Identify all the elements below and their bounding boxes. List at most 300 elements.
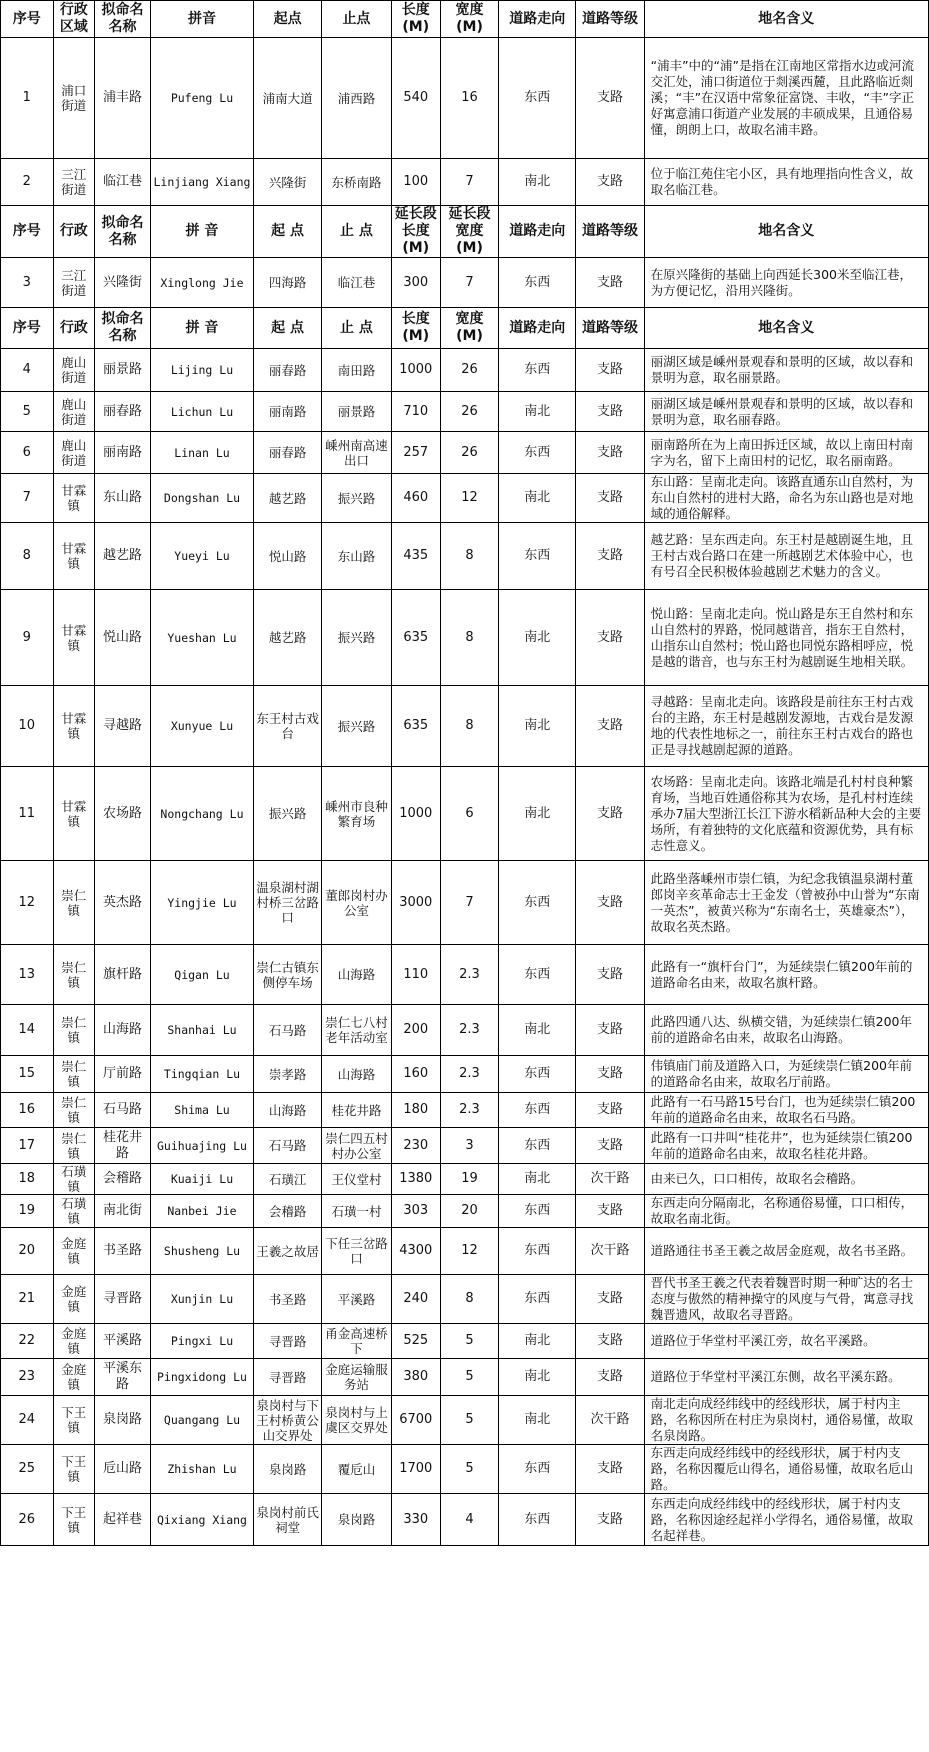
cell-length: 303 (391, 1195, 440, 1228)
cell-end: 董郎岗村办公室 (322, 861, 391, 945)
header-start: 起点 (253, 1, 321, 38)
header-direction: 道路走向 (499, 1, 576, 38)
table-body (1, 1, 929, 1546)
cell-length: 540 (391, 38, 440, 159)
table-row (1, 1494, 929, 1546)
cell-grade: 支路 (576, 1128, 644, 1164)
cell-meaning: 东西走向分隔南北，名称通俗易懂，口口相传，故取名南北街。 (644, 1195, 928, 1228)
cell-grade: 支路 (576, 1359, 644, 1396)
cell-region: 崇仁镇 (53, 1005, 94, 1056)
cell-direction: 东西 (499, 38, 576, 159)
cell-width: 26 (440, 349, 498, 392)
cell-meaning: 此路有一“旗杆台门”，为延续崇仁镇200年前的道路命名由来，故取名旗杆路。 (644, 945, 928, 1005)
cell-direction: 东西 (499, 1056, 576, 1093)
cell-width: 3 (440, 1128, 498, 1164)
header-end: 止 点 (322, 206, 391, 258)
cell-length: 6700 (391, 1396, 440, 1445)
cell-start: 兴隆街 (253, 159, 321, 206)
cell-seq: 15 (1, 1056, 54, 1093)
cell-pinyin: Lijing Lu (150, 349, 253, 392)
cell-direction: 南北 (499, 1005, 576, 1056)
cell-start: 石马路 (253, 1128, 321, 1164)
header-row (1, 308, 929, 349)
cell-direction: 东西 (499, 945, 576, 1005)
cell-start: 丽南路 (253, 392, 321, 432)
cell-end: 临江巷 (322, 258, 391, 308)
cell-region: 金庭镇 (53, 1359, 94, 1396)
header-ext-width: 延长段宽度(M) (440, 206, 498, 258)
cell-grade: 支路 (576, 432, 644, 474)
cell-length: 300 (391, 258, 440, 308)
cell-direction: 东西 (499, 1494, 576, 1546)
cell-start: 悦山路 (253, 523, 321, 590)
header-end: 止 点 (322, 308, 391, 349)
cell-direction: 东西 (499, 861, 576, 945)
cell-end: 金庭运输服务站 (322, 1359, 391, 1396)
table-row (1, 945, 929, 1005)
cell-grade: 支路 (576, 767, 644, 861)
cell-seq: 19 (1, 1195, 54, 1228)
cell-grade: 支路 (576, 686, 644, 767)
cell-length: 257 (391, 432, 440, 474)
header-start: 起 点 (253, 206, 321, 258)
cell-pinyin: Nongchang Lu (150, 767, 253, 861)
cell-pinyin: Pingxi Lu (150, 1324, 253, 1359)
cell-pinyin: Linjiang Xiang (150, 159, 253, 206)
cell-name: 英杰路 (95, 861, 151, 945)
cell-region: 甘霖镇 (53, 767, 94, 861)
cell-direction: 南北 (499, 686, 576, 767)
cell-seq: 12 (1, 861, 54, 945)
cell-end: 嵊州市良种繁育场 (322, 767, 391, 861)
cell-seq: 6 (1, 432, 54, 474)
cell-width: 19 (440, 1164, 498, 1195)
cell-pinyin: Xunjin Lu (150, 1275, 253, 1324)
table-row (1, 1056, 929, 1093)
cell-region: 甘霖镇 (53, 523, 94, 590)
cell-meaning: 此路坐落嵊州市崇仁镇，为纪念我镇温泉湖村董郎岗辛亥革命志士王金发（曾被孙中山誉为“东南一英杰”，被黄兴称为“东南名士，英雄豪杰”），故取名英杰路。 (644, 861, 928, 945)
cell-width: 7 (440, 159, 498, 206)
cell-width: 5 (440, 1359, 498, 1396)
cell-start: 浦南大道 (253, 38, 321, 159)
cell-seq: 3 (1, 258, 54, 308)
cell-name: 山海路 (95, 1005, 151, 1056)
cell-direction: 东西 (499, 1275, 576, 1324)
cell-width: 6 (440, 767, 498, 861)
cell-width: 8 (440, 590, 498, 686)
cell-grade: 支路 (576, 1195, 644, 1228)
cell-end: 南田路 (322, 349, 391, 392)
cell-grade: 次干路 (576, 1164, 644, 1195)
cell-seq: 4 (1, 349, 54, 392)
cell-end: 崇仁七八村老年活动室 (322, 1005, 391, 1056)
table-row (1, 590, 929, 686)
cell-length: 635 (391, 686, 440, 767)
cell-end: 东桥南路 (322, 159, 391, 206)
cell-end: 甬金高速桥下 (322, 1324, 391, 1359)
cell-meaning: 位于临江苑住宅小区，具有地理指向性含义，故取名临江巷。 (644, 159, 928, 206)
cell-start: 书圣路 (253, 1275, 321, 1324)
header-length: 长度(M) (391, 1, 440, 38)
cell-name: 寻晋路 (95, 1275, 151, 1324)
cell-grade: 次干路 (576, 1396, 644, 1445)
header-seq: 序号 (1, 206, 54, 258)
cell-grade: 支路 (576, 38, 644, 159)
header-grade: 道路等级 (576, 1, 644, 38)
cell-name: 临江巷 (95, 159, 151, 206)
cell-region: 金庭镇 (53, 1324, 94, 1359)
header-region: 行政区域 (53, 1, 94, 38)
cell-pinyin: Nanbei Jie (150, 1195, 253, 1228)
cell-grade: 支路 (576, 258, 644, 308)
cell-meaning: 丽湖区域是嵊州景观春和景明的区域，故以春和景明为意，取名丽景路。 (644, 349, 928, 392)
cell-region: 鹿山街道 (53, 392, 94, 432)
cell-width: 4 (440, 1494, 498, 1546)
cell-meaning: 东山路：呈南北走向。该路直通东山自然村，为东山自然村的进村大路，命名为东山路也是对地域的通俗解释。 (644, 474, 928, 523)
cell-end: 下任三岔路口 (322, 1228, 391, 1275)
cell-pinyin: Qigan Lu (150, 945, 253, 1005)
cell-width: 2.3 (440, 945, 498, 1005)
cell-grade: 支路 (576, 523, 644, 590)
header-region: 行政 (53, 308, 94, 349)
cell-seq: 5 (1, 392, 54, 432)
cell-end: 王仪堂村 (322, 1164, 391, 1195)
cell-width: 26 (440, 392, 498, 432)
cell-end: 东山路 (322, 523, 391, 590)
cell-start: 崇仁古镇东侧停车场 (253, 945, 321, 1005)
cell-end: 振兴路 (322, 686, 391, 767)
cell-region: 甘霖镇 (53, 590, 94, 686)
cell-region: 鹿山街道 (53, 432, 94, 474)
cell-name: 南北街 (95, 1195, 151, 1228)
cell-width: 8 (440, 523, 498, 590)
cell-width: 20 (440, 1195, 498, 1228)
cell-start: 崇孝路 (253, 1056, 321, 1093)
cell-seq: 22 (1, 1324, 54, 1359)
cell-meaning: 此路四通八达、纵横交错，为延续崇仁镇200年前的道路命名由来，故取名山海路。 (644, 1005, 928, 1056)
table-row (1, 767, 929, 861)
table-row (1, 159, 929, 206)
cell-start: 泉岗村与下王村桥黄公山交界处 (253, 1396, 321, 1445)
cell-length: 1000 (391, 349, 440, 392)
cell-length: 635 (391, 590, 440, 686)
cell-length: 3000 (391, 861, 440, 945)
cell-length: 4300 (391, 1228, 440, 1275)
cell-grade: 支路 (576, 1445, 644, 1494)
cell-region: 鹿山街道 (53, 349, 94, 392)
cell-direction: 南北 (499, 1164, 576, 1195)
cell-seq: 18 (1, 1164, 54, 1195)
table-row (1, 686, 929, 767)
cell-end: 覆卮山 (322, 1445, 391, 1494)
cell-grade: 支路 (576, 1093, 644, 1128)
cell-region: 崇仁镇 (53, 1056, 94, 1093)
cell-meaning: 南北走向成经纬线中的经线形状，属于村内主路，名称因所在村庄为泉岗村，通俗易懂，故取名泉岗路。 (644, 1396, 928, 1445)
header-meaning: 地名含义 (644, 206, 928, 258)
cell-pinyin: Shanhai Lu (150, 1005, 253, 1056)
cell-length: 180 (391, 1093, 440, 1128)
cell-name: 书圣路 (95, 1228, 151, 1275)
cell-pinyin: Yueshan Lu (150, 590, 253, 686)
table-row (1, 1359, 929, 1396)
cell-seq: 8 (1, 523, 54, 590)
header-width: 宽度(M) (440, 1, 498, 38)
cell-direction: 东西 (499, 523, 576, 590)
cell-region: 甘霖镇 (53, 474, 94, 523)
cell-grade: 支路 (576, 474, 644, 523)
header-meaning: 地名含义 (644, 1, 928, 38)
cell-start: 四海路 (253, 258, 321, 308)
cell-meaning: 此路有一口井叫“桂花井”，也为延续崇仁镇200年前的道路命名由来，故取名桂花井路。 (644, 1128, 928, 1164)
cell-start: 丽春路 (253, 349, 321, 392)
cell-end: 振兴路 (322, 590, 391, 686)
cell-region: 崇仁镇 (53, 861, 94, 945)
cell-end: 泉岗路 (322, 1494, 391, 1546)
cell-pinyin: Dongshan Lu (150, 474, 253, 523)
cell-start: 泉岗村前氏祠堂 (253, 1494, 321, 1546)
cell-seq: 13 (1, 945, 54, 1005)
cell-seq: 24 (1, 1396, 54, 1445)
cell-seq: 26 (1, 1494, 54, 1546)
cell-region: 三江街道 (53, 159, 94, 206)
cell-start: 丽春路 (253, 432, 321, 474)
cell-region: 崇仁镇 (53, 945, 94, 1005)
cell-meaning: 东西走向成经纬线中的经线形状，属于村内支路，名称因覆卮山得名，通俗易懂，故取名卮山路。 (644, 1445, 928, 1494)
cell-name: 越艺路 (95, 523, 151, 590)
table-row (1, 1275, 929, 1324)
cell-width: 7 (440, 258, 498, 308)
cell-seq: 7 (1, 474, 54, 523)
cell-pinyin: Yueyi Lu (150, 523, 253, 590)
cell-pinyin: Kuaiji Lu (150, 1164, 253, 1195)
cell-width: 12 (440, 1228, 498, 1275)
table-row (1, 38, 929, 159)
cell-meaning: 丽湖区域是嵊州景观春和景明的区域，故以春和景明为意，取名丽春路。 (644, 392, 928, 432)
cell-length: 525 (391, 1324, 440, 1359)
header-length: 长度(M) (391, 308, 440, 349)
cell-name: 丽南路 (95, 432, 151, 474)
cell-end: 山海路 (322, 945, 391, 1005)
cell-start: 温泉湖村湖村桥三岔路口 (253, 861, 321, 945)
cell-pinyin: Pufeng Lu (150, 38, 253, 159)
cell-meaning: 在原兴隆街的基础上向西延长300米至临江巷，为方便记忆，沿用兴隆街。 (644, 258, 928, 308)
cell-direction: 南北 (499, 590, 576, 686)
cell-region: 金庭镇 (53, 1228, 94, 1275)
cell-region: 甘霖镇 (53, 686, 94, 767)
cell-width: 5 (440, 1445, 498, 1494)
header-name: 拟命名名称 (95, 308, 151, 349)
header-pinyin: 拼音 (150, 1, 253, 38)
table-row (1, 349, 929, 392)
cell-name: 丽春路 (95, 392, 151, 432)
header-seq: 序号 (1, 1, 54, 38)
cell-meaning: 东西走向成经纬线中的经线形状，属于村内支路，名称因途经起祥小学得名，通俗易懂，故取名起祥巷。 (644, 1494, 928, 1546)
cell-end: 浦西路 (322, 38, 391, 159)
cell-name: 泉岗路 (95, 1396, 151, 1445)
cell-name: 厅前路 (95, 1056, 151, 1093)
cell-seq: 20 (1, 1228, 54, 1275)
cell-length: 330 (391, 1494, 440, 1546)
cell-region: 崇仁镇 (53, 1128, 94, 1164)
cell-name: 寻越路 (95, 686, 151, 767)
cell-meaning: 晋代书圣王羲之代表着魏晋时期一种旷达的名士态度与傲然的精神操守的风度与气骨，寓意寻找魏晋遗风，故取名寻晋路。 (644, 1275, 928, 1324)
cell-direction: 东西 (499, 1195, 576, 1228)
cell-pinyin: Shima Lu (150, 1093, 253, 1128)
cell-seq: 21 (1, 1275, 54, 1324)
cell-name: 起祥巷 (95, 1494, 151, 1546)
cell-direction: 南北 (499, 1324, 576, 1359)
cell-grade: 支路 (576, 349, 644, 392)
cell-start: 寻晋路 (253, 1324, 321, 1359)
cell-meaning: 道路通往书圣王羲之故居金庭观，故名书圣路。 (644, 1228, 928, 1275)
table-row (1, 1195, 929, 1228)
cell-width: 8 (440, 1275, 498, 1324)
cell-length: 380 (391, 1359, 440, 1396)
cell-pinyin: Xunyue Lu (150, 686, 253, 767)
cell-meaning: 此路有一石马路15号台门，也为延续崇仁镇200年前的道路命名由来，故取名石马路。 (644, 1093, 928, 1128)
table-row (1, 1164, 929, 1195)
cell-end: 振兴路 (322, 474, 391, 523)
cell-width: 2.3 (440, 1056, 498, 1093)
cell-name: 石马路 (95, 1093, 151, 1128)
cell-pinyin: Pingxidong Lu (150, 1359, 253, 1396)
cell-name: 平溪路 (95, 1324, 151, 1359)
cell-width: 26 (440, 432, 498, 474)
header-end: 止点 (322, 1, 391, 38)
table-row (1, 392, 929, 432)
cell-length: 435 (391, 523, 440, 590)
cell-grade: 支路 (576, 590, 644, 686)
cell-start: 越艺路 (253, 474, 321, 523)
table-row (1, 861, 929, 945)
cell-pinyin: Linan Lu (150, 432, 253, 474)
cell-region: 下王镇 (53, 1445, 94, 1494)
table-row (1, 1128, 929, 1164)
header-width: 宽度(M) (440, 308, 498, 349)
cell-seq: 11 (1, 767, 54, 861)
header-region: 行政 (53, 206, 94, 258)
table-row (1, 1093, 929, 1128)
cell-pinyin: Quangang Lu (150, 1396, 253, 1445)
cell-name: 兴隆街 (95, 258, 151, 308)
header-start: 起 点 (253, 308, 321, 349)
cell-grade: 支路 (576, 1005, 644, 1056)
cell-direction: 东西 (499, 1228, 576, 1275)
cell-name: 农场路 (95, 767, 151, 861)
cell-region: 下王镇 (53, 1494, 94, 1546)
cell-direction: 东西 (499, 1445, 576, 1494)
cell-grade: 支路 (576, 1275, 644, 1324)
cell-seq: 25 (1, 1445, 54, 1494)
cell-name: 桂花井路 (95, 1128, 151, 1164)
cell-width: 5 (440, 1396, 498, 1445)
cell-pinyin: Shusheng Lu (150, 1228, 253, 1275)
cell-width: 8 (440, 686, 498, 767)
header-row (1, 206, 929, 258)
cell-direction: 东西 (499, 1093, 576, 1128)
cell-pinyin: Qixiang Xiang (150, 1494, 253, 1546)
cell-grade: 支路 (576, 1056, 644, 1093)
cell-direction: 东西 (499, 349, 576, 392)
cell-width: 16 (440, 38, 498, 159)
cell-region: 石璜镇 (53, 1164, 94, 1195)
cell-width: 12 (440, 474, 498, 523)
cell-start: 越艺路 (253, 590, 321, 686)
header-pinyin: 拼 音 (150, 308, 253, 349)
cell-pinyin: Tingqian Lu (150, 1056, 253, 1093)
table-row (1, 1324, 929, 1359)
cell-name: 悦山路 (95, 590, 151, 686)
header-direction: 道路走向 (499, 206, 576, 258)
cell-pinyin: Zhishan Lu (150, 1445, 253, 1494)
cell-name: 旗杆路 (95, 945, 151, 1005)
table-row (1, 1445, 929, 1494)
cell-end: 嵊州南高速出口 (322, 432, 391, 474)
cell-meaning: 越艺路：呈东西走向。东王村是越剧诞生地，且王村古戏台路口在建一所越剧艺术体验中心，也有号召全民积极体验越剧艺术魅力的含义。 (644, 523, 928, 590)
header-ext-length: 延长段长度(M) (391, 206, 440, 258)
cell-region: 石璜镇 (53, 1195, 94, 1228)
cell-grade: 支路 (576, 945, 644, 1005)
table-row (1, 1005, 929, 1056)
header-meaning: 地名含义 (644, 308, 928, 349)
cell-meaning: 丽南路所在为上南田拆迁区域，故以上南田村南字为名，留下上南田村的记忆，取名丽南路。 (644, 432, 928, 474)
header-pinyin: 拼 音 (150, 206, 253, 258)
cell-direction: 南北 (499, 392, 576, 432)
cell-direction: 南北 (499, 767, 576, 861)
cell-direction: 东西 (499, 258, 576, 308)
cell-region: 崇仁镇 (53, 1093, 94, 1128)
cell-width: 2.3 (440, 1093, 498, 1128)
cell-length: 460 (391, 474, 440, 523)
cell-pinyin: Yingjie Lu (150, 861, 253, 945)
cell-direction: 南北 (499, 1359, 576, 1396)
cell-end: 泉岗村与上虞区交界处 (322, 1396, 391, 1445)
header-grade: 道路等级 (576, 308, 644, 349)
cell-width: 7 (440, 861, 498, 945)
table-row (1, 1396, 929, 1445)
cell-width: 5 (440, 1324, 498, 1359)
cell-start: 王羲之故居 (253, 1228, 321, 1275)
cell-meaning: 悦山路：呈南北走向。悦山路是东王自然村和东山自然村的界路，悦同越谐音，指东王自然村，山指东山自然村；悦山路也同悦东路相呼应，悦是越的谐音，也与东王村为越剧诞生地相关联。 (644, 590, 928, 686)
cell-width: 2.3 (440, 1005, 498, 1056)
cell-seq: 9 (1, 590, 54, 686)
cell-start: 石璜江 (253, 1164, 321, 1195)
cell-start: 会稽路 (253, 1195, 321, 1228)
cell-seq: 17 (1, 1128, 54, 1164)
cell-end: 丽景路 (322, 392, 391, 432)
cell-seq: 10 (1, 686, 54, 767)
cell-length: 100 (391, 159, 440, 206)
cell-length: 240 (391, 1275, 440, 1324)
cell-length: 110 (391, 945, 440, 1005)
cell-region: 浦口街道 (53, 38, 94, 159)
cell-region: 三江街道 (53, 258, 94, 308)
cell-length: 710 (391, 392, 440, 432)
cell-name: 浦丰路 (95, 38, 151, 159)
cell-end: 平溪路 (322, 1275, 391, 1324)
cell-pinyin: Xinglong Jie (150, 258, 253, 308)
cell-length: 1700 (391, 1445, 440, 1494)
cell-length: 1000 (391, 767, 440, 861)
header-seq: 序号 (1, 308, 54, 349)
cell-pinyin: Guihuajing Lu (150, 1128, 253, 1164)
cell-region: 金庭镇 (53, 1275, 94, 1324)
cell-direction: 东西 (499, 432, 576, 474)
table-row (1, 1228, 929, 1275)
cell-end: 崇仁四五村村办公室 (322, 1128, 391, 1164)
header-name: 拟命名名称 (95, 206, 151, 258)
table-row (1, 474, 929, 523)
